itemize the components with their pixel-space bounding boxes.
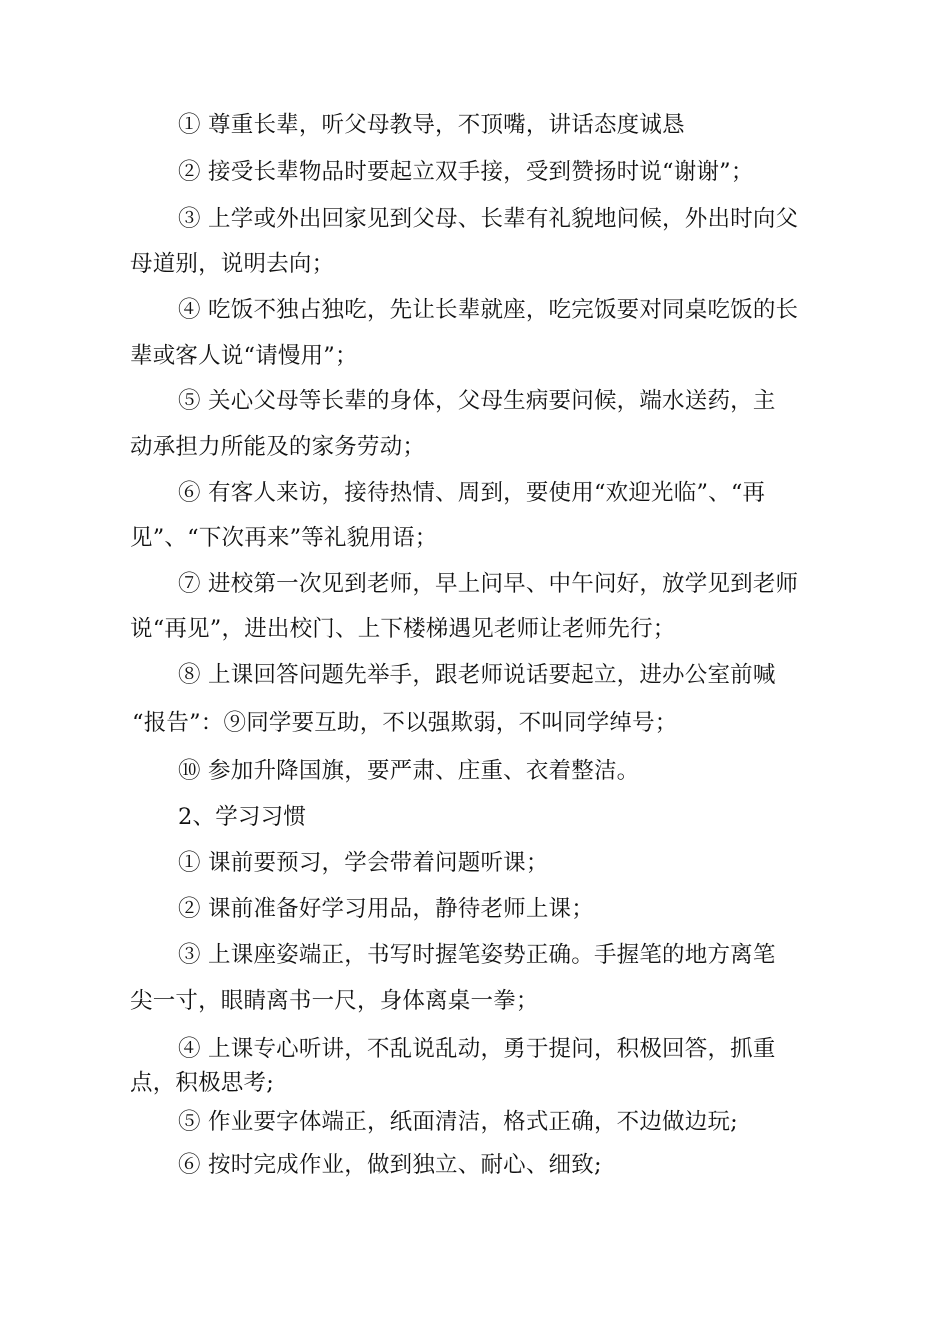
text-line: 点，积极思考; bbox=[130, 1070, 274, 1096]
text-line: ⑤ 关心父母等长辈的身体，父母生病要问候，端水送药，主 bbox=[178, 388, 776, 414]
text-line: ⑩ 参加升降国旗，要严肃、庄重、衣着整洁。 bbox=[178, 758, 640, 784]
text-line: ⑥ 有客人来访，接待热情、周到，要使用“欢迎光临”、“再 bbox=[178, 480, 766, 506]
text-line: ⑤ 作业要字体端正，纸面清洁，格式正确，不边做边玩; bbox=[178, 1109, 738, 1135]
text-line: ⑦ 进校第一次见到老师，早上问早、中午问好，放学见到老师 bbox=[178, 571, 799, 597]
text-line: ⑧ 上课回答问题先举手，跟老师说话要起立，进办公室前喊 bbox=[178, 662, 776, 688]
text-line: ③ 上学或外出回家见到父母、长辈有礼貌地问候，外出时向父 bbox=[178, 206, 799, 232]
text-line: 母道别，说明去向； bbox=[130, 251, 335, 277]
text-line: “报告”：⑨同学要互助，不以强欺弱，不叫同学绰号； bbox=[132, 710, 678, 736]
text-line: 说“再见”，进出校门、上下楼梯遇见老师让老师先行； bbox=[130, 616, 676, 642]
text-line: 辈或客人说“请慢用”； bbox=[130, 343, 358, 369]
text-line: ④ 吃饭不独占独吃，先让长辈就座，吃完饭要对同桌吃饭的长 bbox=[178, 297, 799, 323]
text-line: 见”、“下次再来”等礼貌用语； bbox=[130, 525, 438, 551]
text-line: ④ 上课专心听讲，不乱说乱动，勇于提问，积极回答，抓重 bbox=[178, 1036, 776, 1062]
text-line: ① 课前要预习，学会带着问题听课； bbox=[178, 850, 549, 876]
text-line: ② 课前准备好学习用品，静待老师上课； bbox=[178, 896, 594, 922]
section-heading: 2、学习习惯 bbox=[178, 804, 307, 830]
text-line: ③ 上课座姿端正，书写时握笔姿势正确。手握笔的地方离笔 bbox=[178, 942, 776, 968]
text-line: 动承担力所能及的家务劳动； bbox=[130, 434, 426, 460]
text-line: ⑥ 按时完成作业，做到独立、耐心、细致; bbox=[178, 1152, 602, 1178]
text-line: 尖一寸，眼睛离书一尺，身体离桌一拳； bbox=[130, 988, 539, 1014]
text-line: ② 接受长辈物品时要起立双手接，受到赞扬时说“谢谢”； bbox=[178, 159, 754, 185]
text-line: ① 尊重长辈，听父母教导，不顶嘴，讲话态度诚恳 bbox=[178, 112, 685, 138]
